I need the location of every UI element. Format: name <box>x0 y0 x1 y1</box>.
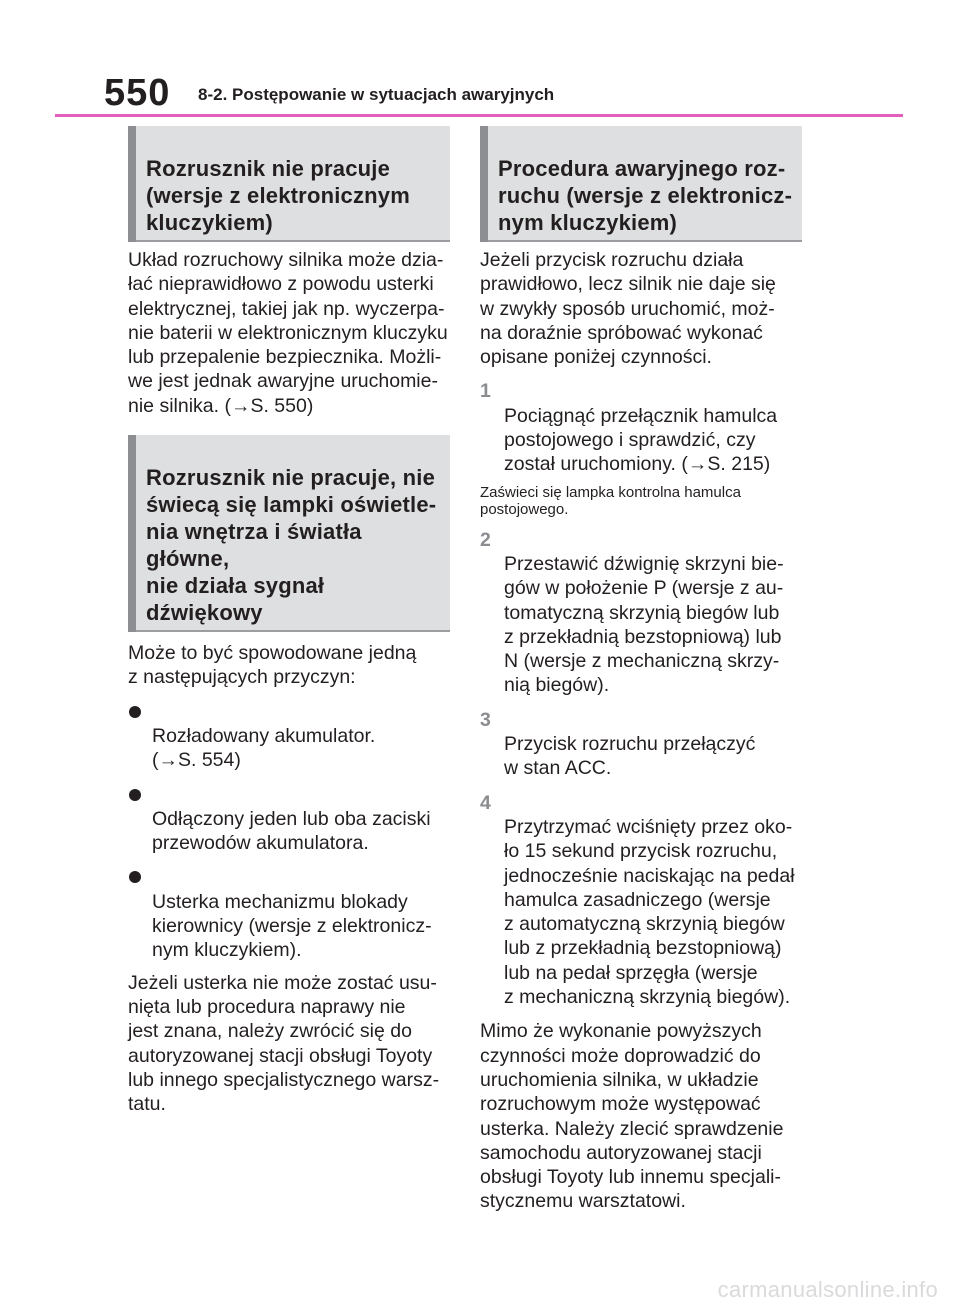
step-item <box>480 708 802 781</box>
section-heading-emergency-start <box>480 126 802 242</box>
section-body: Układ rozruchowy silnika może dzia- łać nieprawidłowo z powodu usterki elektrycznej, takiej jak np. wyczerpa- nie baterii w elektronicznym kluczyku lub przepalenie bezpiecznika. Możli- we jest jednak awaryjne uruchomie- nie silnika. (→S. 550) <box>128 249 448 417</box>
list-item <box>128 865 450 962</box>
section-heading-starter-no-lights <box>128 435 450 632</box>
header-divider <box>55 114 903 117</box>
step-number: 2 <box>480 528 491 551</box>
section-heading-text: Rozrusznik nie pracuje, nie świecą się lampki oświetle- nia wnętrza i światła główne, nie działa sygnał dźwiękowy <box>146 465 437 626</box>
heading-accent-bar <box>480 126 488 242</box>
page-number: 550 <box>104 72 171 114</box>
bullet-icon <box>129 789 141 801</box>
chapter-title: 8-2. Postępowanie w sytuacjach awaryjnych <box>198 85 555 104</box>
list-item-text: Odłączony jeden lub oba zaciski przewodów akumulatora. <box>152 807 431 855</box>
section-heading-text: Procedura awaryjnego roz- ruchu (wersje z elektronicz- nym kluczykiem) <box>498 156 793 235</box>
step-text: Przytrzymać wciśnięty przez oko- ło 15 sekund przycisk rozruchu, jednocześnie naciskając na pedał hamulca zasadniczego (wersje z automatyczną skrzynią biegów lub z przekładnią bezstopniową) lub na pedał sprzęgła (wersje z mechaniczną skrzynią biegów). <box>504 815 795 1009</box>
list-item <box>128 783 450 856</box>
page-header <box>0 0 960 118</box>
step-text: Przycisk rozruchu przełączyć w stan ACC. <box>504 733 756 780</box>
step-item <box>480 379 802 476</box>
step-number: 1 <box>480 380 491 403</box>
section-heading-starter-electronic-key <box>128 126 450 242</box>
bullet-icon <box>129 706 141 718</box>
list-item <box>128 700 450 773</box>
step-item <box>480 791 802 1010</box>
step-item <box>480 528 802 698</box>
bullet-icon <box>129 871 141 883</box>
section-intro: Może to być spowodowane jedną z następujących przyczyn: <box>128 642 417 689</box>
section-outro: Jeżeli usterka nie może zostać usu- nięta lub procedura naprawy nie jest znana, należy zwrócić się do autoryzowanej stacji obsługi Toyoty lub innego specjalistycznego warsz- tatu. <box>128 971 440 1116</box>
step-note: Zaświeci się lampka kontrolna hamulca postojowego. <box>480 483 741 518</box>
list-item-text: Usterka mechanizmu blokady kierownicy (wersje z elektronicz- nym kluczykiem). <box>152 890 432 962</box>
section-intro: Jeżeli przycisk rozruchu działa prawidłowo, lecz silnik nie daje się w zwykły sposób uruchomić, moż- na doraźnie spróbować wykonać opisane poniżej czynności. <box>480 249 776 369</box>
watermark: carmanualsonline.info <box>717 1277 938 1302</box>
heading-accent-bar <box>128 126 136 242</box>
list-item-text: Rozładowany akumulator. (→S. 554) <box>152 724 376 772</box>
left-column <box>128 126 450 1116</box>
right-column <box>480 126 802 1214</box>
step-text: Pociągnąć przełącznik hamulca postojowego i sprawdzić, czy został uruchomiony. (→S. 215) <box>504 404 778 476</box>
section-heading-text: Rozrusznik nie pracuje (wersje z elektronicznym kluczykiem) <box>146 156 411 235</box>
step-number: 4 <box>480 791 491 814</box>
heading-accent-bar <box>128 435 136 632</box>
step-text: Przestawić dźwignię skrzyni bie- gów w położenie P (wersje z au- tomatyczną skrzynią biegów lub z przekładnią bezstopniową) lub N (wersje z mechaniczną skrzy- nią biegów). <box>504 552 784 697</box>
step-number: 3 <box>480 708 491 731</box>
section-outro: Mimo że wykonanie powyższych czynności może doprowadzić do uruchomienia silnika, w układzie rozruchowym może występować usterka. Należy zlecić sprawdzenie samochodu autoryzowanej stacji obsługi Toyoty lub innemu specjali- stycznemu warsztatowi. <box>480 1020 784 1213</box>
